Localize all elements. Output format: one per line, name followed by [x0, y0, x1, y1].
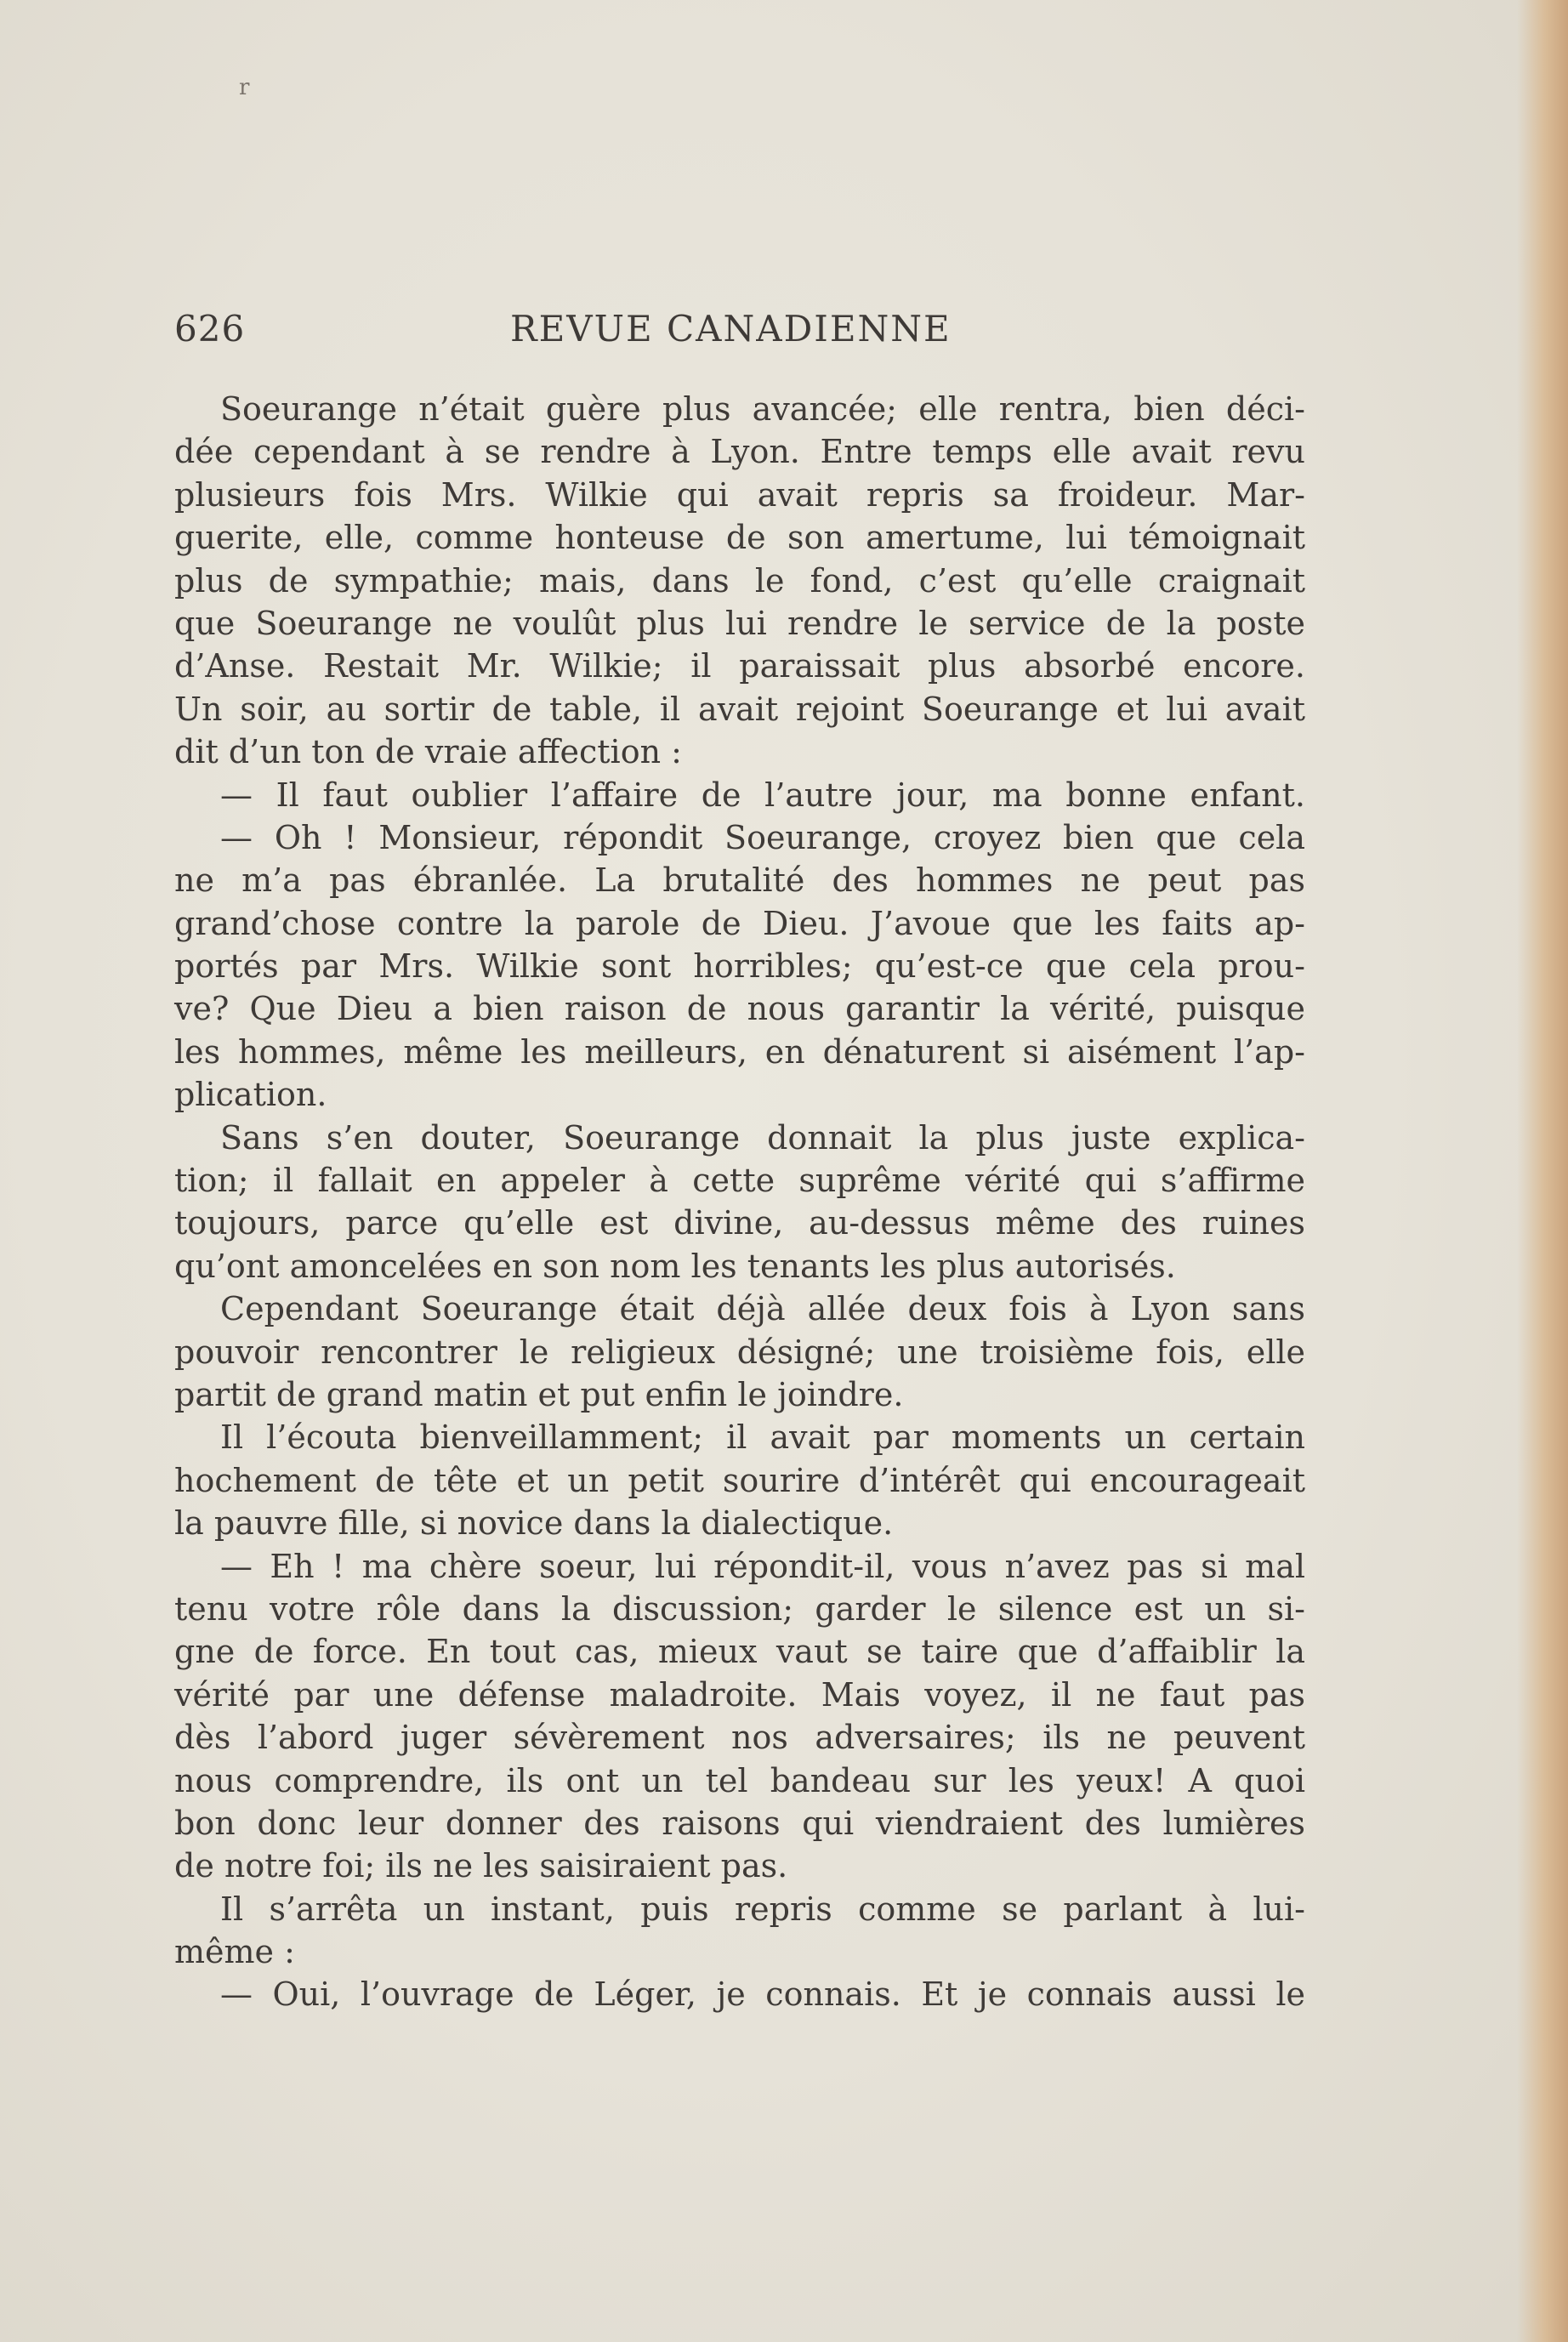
- text-line: partit de grand matin et put enfin le joindre.: [174, 1375, 904, 1413]
- text-line: que Soeurange ne voulût plus lui rendre le service de la poste: [174, 604, 1305, 642]
- text-line: — Oui, l’ouvrage de Léger, je connais. Et je connais aussi le: [220, 1975, 1305, 2014]
- text-line: Il s’arrêta un instant, puis repris comme se parlant à lui-: [220, 1890, 1305, 1928]
- text-line: portés par Mrs. Wilkie sont horribles; qu’est-ce que cela prou-: [174, 947, 1305, 986]
- journal-title: REVUE CANADIENNE: [510, 308, 952, 350]
- text-line: qu’ont amoncelées en son nom les tenants les plus autorisés.: [174, 1247, 1176, 1285]
- text-line: dès l’abord juger sévèrement nos adversaires; ils ne peuvent: [174, 1719, 1305, 1757]
- running-header: [174, 308, 1305, 359]
- text-line: Sans s’en douter, Soeurange donnait la plus juste explica-: [220, 1118, 1305, 1157]
- text-line: même :: [174, 1933, 295, 1971]
- text-line: — Eh ! ma chère soeur, lui répondit-il, vous n’avez pas si mal: [220, 1547, 1305, 1585]
- text-line: grand’chose contre la parole de Dieu. J’avoue que les faits ap-: [174, 904, 1305, 942]
- text-line: pouvoir rencontrer le religieux désigné; une troisième fois, elle: [174, 1333, 1305, 1371]
- text-line: ve? Que Dieu a bien raison de nous garantir la vérité, puisque: [174, 990, 1305, 1028]
- text-line: — Il faut oublier l’affaire de l’autre jour, ma bonne enfant.: [220, 776, 1305, 814]
- text-line: — Oh ! Monsieur, répondit Soeurange, croyez bien que cela: [220, 818, 1305, 856]
- stray-mark: r: [239, 75, 250, 100]
- text-line: Il l’écouta bienveillamment; il avait par moments un certain: [220, 1418, 1305, 1457]
- text-line: bon donc leur donner des raisons qui viendraient des lumières: [174, 1804, 1305, 1842]
- text-line: vérité par une défense maladroite. Mais voyez, il ne faut pas: [174, 1675, 1305, 1714]
- text-line: hochement de tête et un petit sourire d’intérêt qui encourageait: [174, 1461, 1305, 1499]
- text-line: Un soir, au sortir de table, il avait rejoint Soeurange et lui avait: [174, 690, 1305, 728]
- text-line: nous comprendre, ils ont un tel bandeau sur les yeux! A quoi: [174, 1761, 1305, 1799]
- text-line: la pauvre fille, si novice dans la dialectique.: [174, 1504, 894, 1543]
- page-edge-shadow: [1517, 0, 1568, 2342]
- text-line: guerite, elle, comme honteuse de son amertume, lui témoignait: [174, 519, 1305, 557]
- text-line: ne m’a pas ébranlée. La brutalité des hommes ne peut pas: [174, 861, 1305, 900]
- text-line: tion; il fallait en appeler à cette suprême vérité qui s’affirme: [174, 1162, 1305, 1200]
- text-line: plusieurs fois Mrs. Wilkie qui avait repris sa froideur. Mar-: [174, 475, 1305, 514]
- text-line: Soeurange n’était guère plus avancée; elle rentra, bien déci-: [220, 390, 1305, 428]
- text-line: les hommes, même les meilleurs, en dénaturent si aisément l’ap-: [174, 1032, 1305, 1071]
- page-number: 626: [174, 308, 246, 350]
- text-line: gne de force. En tout cas, mieux vaut se taire que d’affaiblir la: [174, 1633, 1305, 1671]
- text-line: dit d’un ton de vraie affection :: [174, 733, 682, 771]
- text-line: tenu votre rôle dans la discussion; garder le silence est un si-: [174, 1589, 1305, 1628]
- text-line: plication.: [174, 1076, 327, 1114]
- text-line: de notre foi; ils ne les saisiraient pas.: [174, 1847, 788, 1885]
- text-line: Cependant Soeurange était déjà allée deux fois à Lyon sans: [220, 1290, 1305, 1328]
- body-text: [174, 388, 1305, 2016]
- text-line: toujours, parce qu’elle est divine, au-dessus même des ruines: [174, 1204, 1305, 1242]
- text-line: d’Anse. Restait Mr. Wilkie; il paraissait plus absorbé encore.: [174, 647, 1305, 685]
- text-line: plus de sympathie; mais, dans le fond, c’est qu’elle craignait: [174, 561, 1305, 600]
- text-line: dée cependant à se rendre à Lyon. Entre temps elle avait revu: [174, 433, 1305, 471]
